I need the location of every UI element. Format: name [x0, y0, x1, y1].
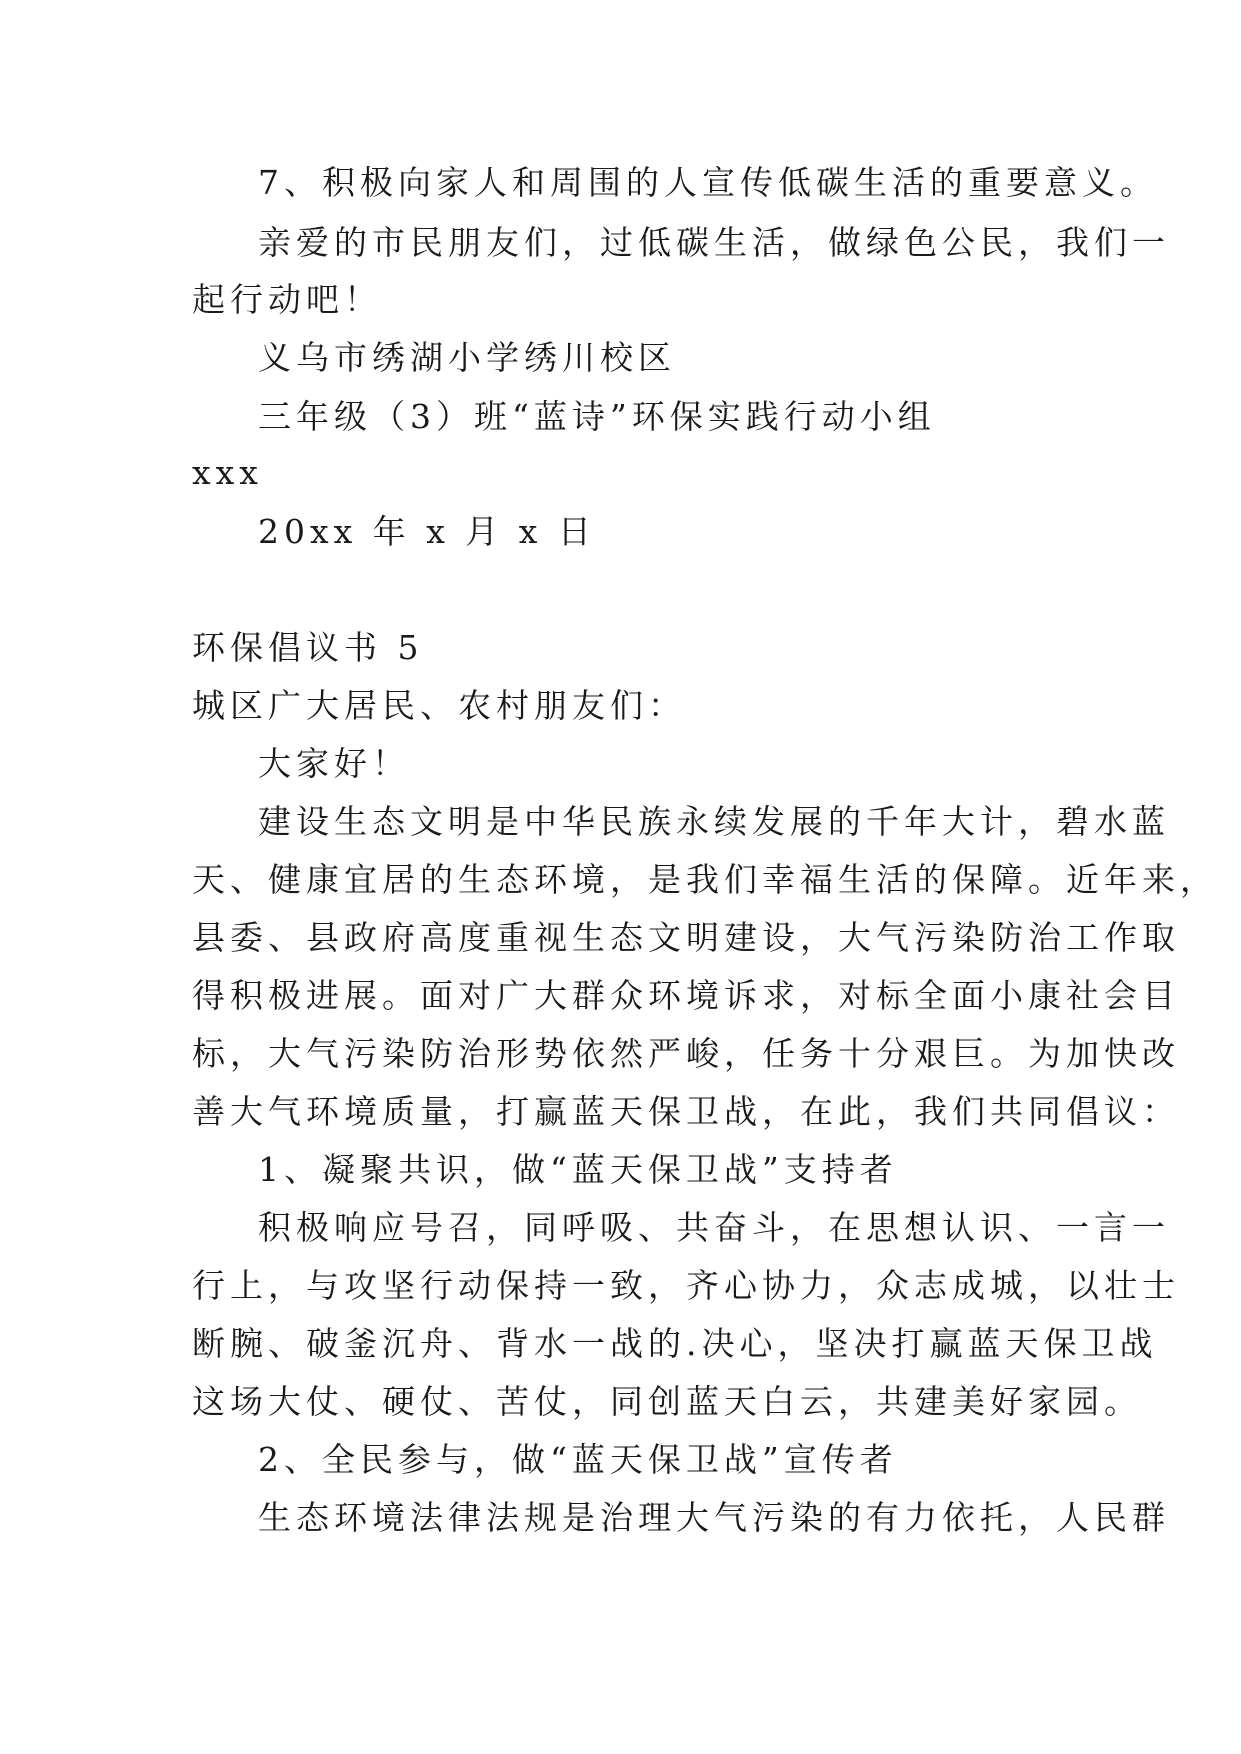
salutation: 城区广大居民、农村朋友们：: [192, 686, 686, 725]
paragraph-line: 县委、县政府高度重视生态文明建设，大气污染防治工作取: [192, 918, 1180, 957]
point-1-heading: 1、凝聚共识，做“蓝天保卫战”支持者: [258, 1150, 898, 1189]
paragraph-line: 天、健康宜居的生态环境，是我们幸福生活的保障。近年来，: [192, 860, 1218, 899]
group-name: 三年级（3）班“蓝诗”环保实践行动小组: [258, 397, 936, 436]
greeting: 大家好！: [258, 744, 410, 783]
paragraph-line: 生态环境法律法规是治理大气污染的有力依托，人民群: [258, 1498, 1170, 1537]
paragraph-line: 得积极进展。面对广大群众环境诉求，对标全面小康社会目: [192, 976, 1180, 1015]
paragraph-line: 善大气环境质量，打赢蓝天保卫战，在此，我们共同倡议：: [192, 1092, 1180, 1131]
appeal-line-1: 亲爱的市民朋友们，过低碳生活，做绿色公民，我们一: [258, 223, 1170, 262]
school-name: 义乌市绣湖小学绣川校区: [258, 338, 676, 377]
point-2-heading: 2、全民参与，做“蓝天保卫战”宣传者: [258, 1440, 898, 1479]
paragraph-line: 这场大仗、硬仗、苦仗，同创蓝天白云，共建美好家园。: [192, 1382, 1142, 1421]
paragraph-line: 建设生态文明是中华民族永续发展的千年大计，碧水蓝: [258, 802, 1170, 841]
paragraph-line: 行上，与攻坚行动保持一致，齐心协力，众志成城，以壮士: [192, 1266, 1180, 1305]
signer: xxx: [192, 453, 263, 492]
paragraph-line: 积极响应号召，同呼吸、共奋斗，在思想认识、一言一: [258, 1208, 1170, 1247]
section-title: 环保倡议书 5: [192, 628, 424, 667]
paragraph-line: 标，大气污染防治形势依然严峻，任务十分艰巨。为加快改: [192, 1034, 1180, 1073]
appeal-line-2: 起行动吧！: [192, 280, 382, 319]
item-7: 7、积极向家人和周围的人宣传低碳生活的重要意义。: [258, 163, 1158, 202]
date: 20xx 年 x 月 x 日: [258, 512, 596, 551]
paragraph-line: 断腕、破釜沉舟、背水一战的.决心，坚决打赢蓝天保卫战: [192, 1324, 1158, 1363]
